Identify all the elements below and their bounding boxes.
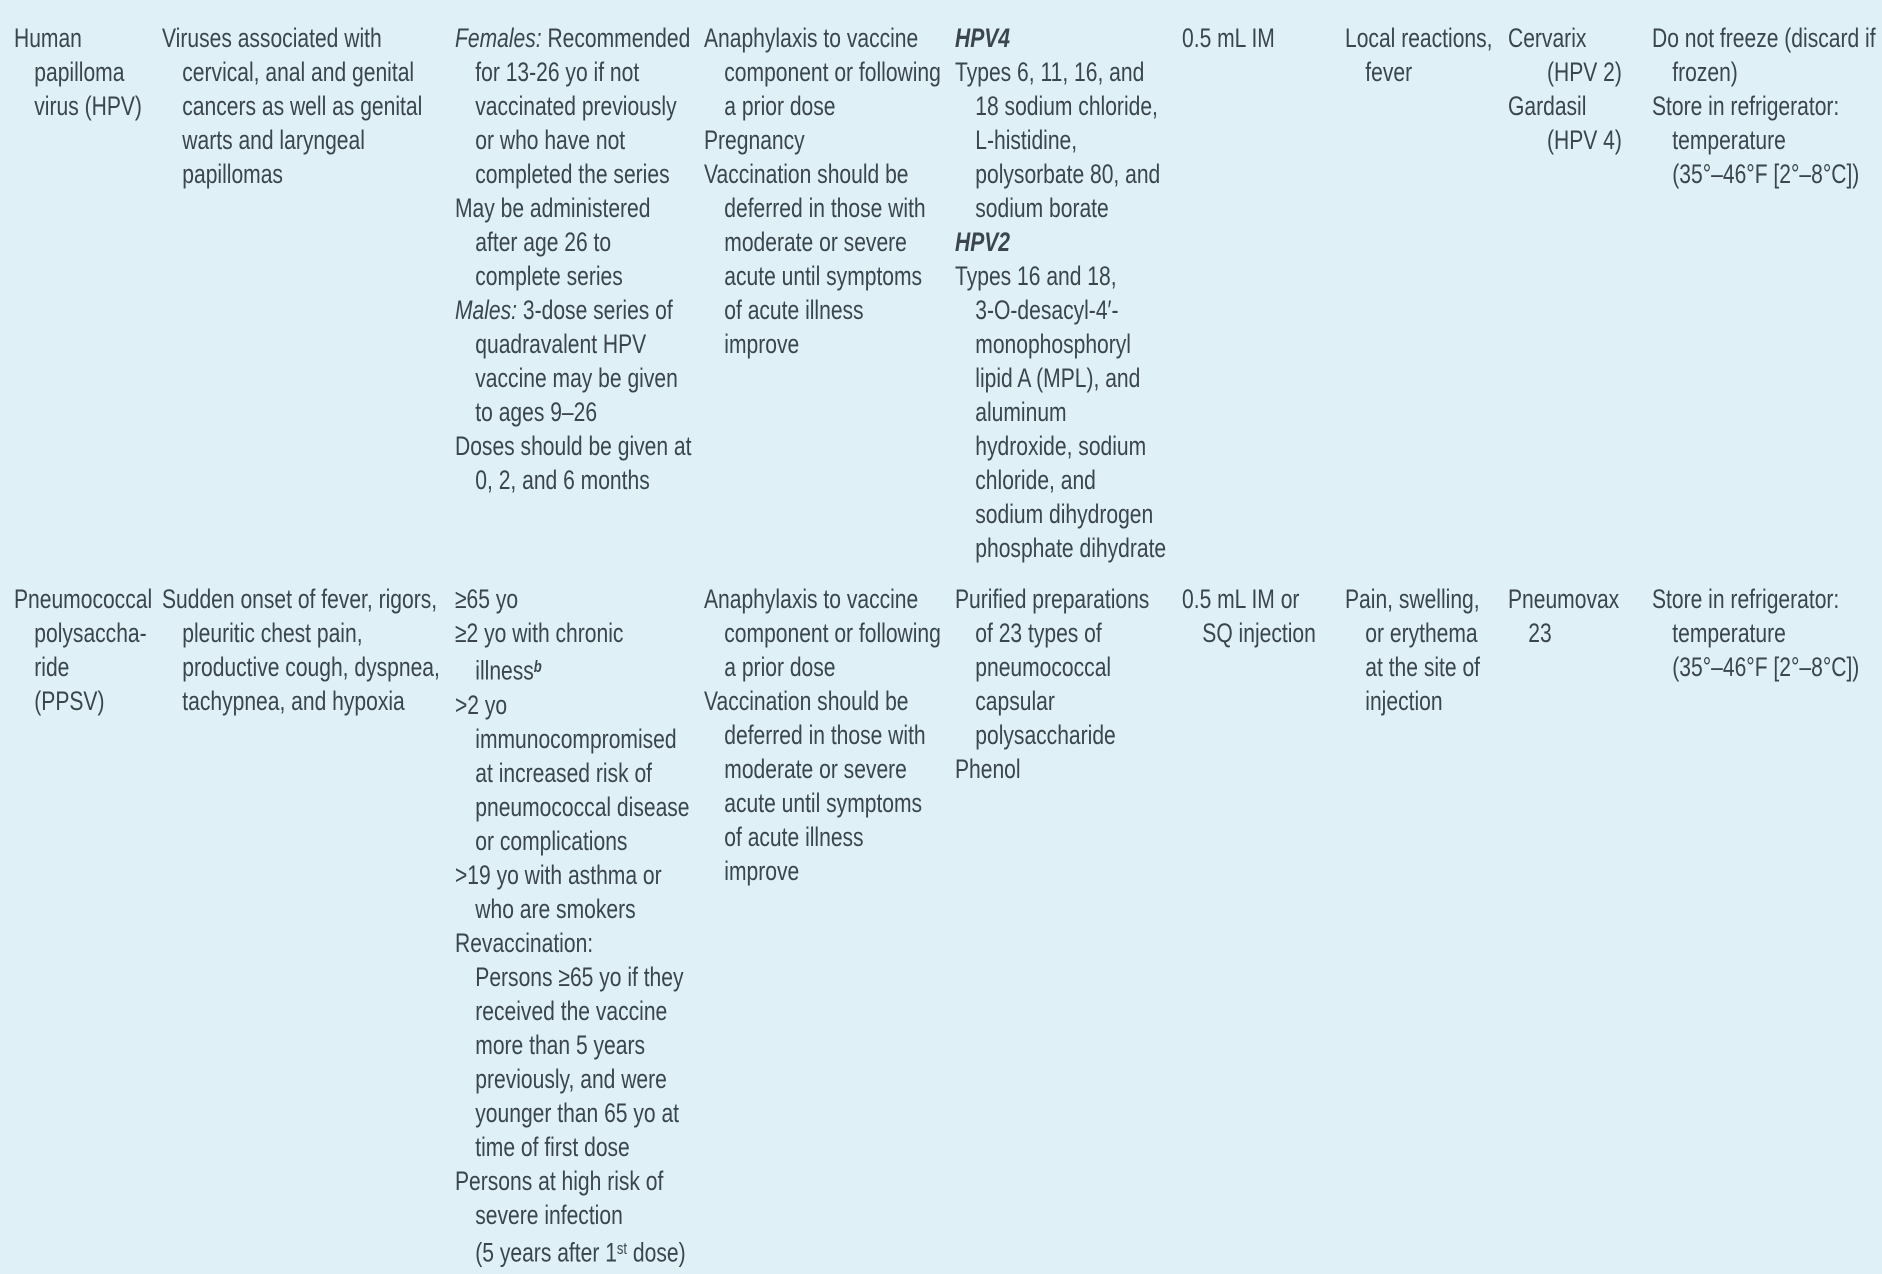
cell-content [1652,21,1882,191]
text-segment: Store in refrigerator: [1652,91,1840,121]
paragraph [955,55,1345,225]
text-segment: Do not freeze (discard if [1652,23,1876,53]
text-segment: HPV2 [955,227,1011,257]
text-segment: Persons at high risk of [455,1165,664,1196]
paragraph [1652,21,1882,89]
text-segment: Revaccination: [455,927,594,958]
text-segment: improve [724,329,800,359]
paragraph [1652,582,1882,684]
text-segment: complete series [475,261,623,291]
text-segment: vaccine may be given [475,363,678,393]
text-segment: Store in refrigerator: [1652,584,1840,614]
text-segment: monophosphoryl [975,329,1131,359]
text-segment: deferred in those with [724,720,926,750]
paragraph [455,960,845,1164]
text-segment: a prior dose [724,91,836,121]
text-segment: Sudden onset of fever, rigors, [162,584,438,614]
text-segment: Local reactions, [1345,23,1493,53]
text-segment: pneumococcal disease [475,791,690,822]
paragraph [955,752,1345,786]
text-segment: immunocompromised [475,723,677,754]
text-segment: Pregnancy [704,125,805,155]
text-segment: cervical, anal and genital [182,57,415,87]
text-segment: of acute illness [724,295,864,325]
text-segment: Pneumovax [1508,584,1620,614]
text-segment: HPV4 [955,23,1011,53]
text-segment: polysaccharide [975,720,1116,750]
text-segment: polysorbate 80, and [975,159,1161,189]
text-segment: injection [1365,686,1443,716]
text-segment: (HPV 4) [1547,125,1622,155]
text-segment: ≥2 yo with chronic [455,618,624,648]
text-segment: Pneumococcal [14,584,153,614]
cell-hpv-components [955,21,1455,565]
text-segment: lipid A (MPL), and [975,363,1141,393]
text-segment: of 23 types of [975,618,1102,648]
text-segment: deferred in those with [724,193,926,223]
text-segment: productive cough, dyspnea, [182,652,440,682]
text-segment: Females: [455,23,542,53]
text-segment: Pain, swelling, [1345,584,1480,614]
text-segment: (35°–46°F [2°–8°C]) [1672,159,1860,189]
text-segment: acute until symptoms [724,788,923,818]
text-segment: virus (HPV) [34,91,142,121]
text-segment: completed the series [475,159,670,189]
text-segment: of acute illness [724,822,864,852]
text-segment: younger than 65 yo at [475,1097,680,1128]
text-segment: at the site of [1365,652,1481,682]
cell-hpv-storage [1652,21,1882,191]
text-segment: cancers as well as genital [182,91,423,121]
text-segment: ride [34,652,70,682]
text-segment: at increased risk of [475,757,653,788]
text-segment: moderate or severe [724,754,907,784]
text-segment: a prior dose [724,652,836,682]
text-segment: pneumococcal [975,652,1112,682]
text-segment: Human [14,23,82,53]
text-segment: >19 yo with asthma or [455,859,662,890]
text-segment: 0, 2, and 6 months [475,465,650,495]
text-segment: sodium borate [975,193,1109,223]
text-segment: component or following [724,57,941,87]
text-segment: Persons ≥65 yo if they [475,961,684,992]
text-segment: 3-dose series of [517,295,673,325]
text-segment: 23 [1528,618,1552,648]
text-segment: 18 sodium chloride, [975,91,1158,121]
text-segment: Gardasil [1508,91,1587,121]
text-segment: May be administered [455,193,651,223]
text-segment: vaccinated previously [475,91,677,121]
text-segment: Purified preparations [955,584,1150,614]
paragraph [455,429,845,497]
text-segment: for 13-26 yo if not [475,57,640,87]
cell-ppsv-storage [1652,582,1882,684]
text-segment: Anaphylaxis to vaccine [704,23,919,53]
text-segment: tachypnea, and hypoxia [182,686,405,716]
text-segment: Types 6, 11, 16, and [955,57,1145,87]
text-segment: (35°–46°F [2°–8°C]) [1672,652,1860,682]
text-segment: acute until symptoms [724,261,923,291]
text-segment: polysaccha- [34,618,147,648]
text-segment: Recommended [541,23,691,53]
text-segment: sodium dihydrogen [975,499,1154,529]
text-segment: Vaccination should be [704,686,909,716]
text-segment: temperature [1672,618,1786,648]
text-segment: quadravalent HPV [475,329,647,359]
text-segment: >2 yo [455,689,508,720]
text-segment: st [616,1238,628,1258]
cell-content [955,21,1345,565]
text-segment: Anaphylaxis to vaccine [704,584,919,614]
text-segment: papilloma [34,57,125,87]
text-segment: or complications [475,825,628,856]
paragraph [1652,89,1882,191]
text-segment: b [533,657,542,676]
text-segment: 0.5 mL IM [1182,23,1275,53]
text-segment: time of first dose [475,1131,630,1162]
text-segment: Males: [455,295,518,325]
text-segment: component or following [724,618,941,648]
text-segment: (5 years after 1 [475,1237,617,1268]
paragraph [455,926,845,960]
text-segment: fever [1365,57,1413,87]
text-segment: frozen) [1672,57,1738,87]
text-segment: to ages 9–26 [475,397,598,427]
paragraph [955,225,1345,259]
text-segment: pleuritic chest pain, [182,618,363,648]
cell-content [1652,582,1882,684]
text-segment: capsular [975,686,1055,716]
text-segment: Doses should be given at [455,431,692,461]
text-segment: or who have not [475,125,626,155]
text-segment: illness [475,655,534,686]
text-segment: Cervarix [1508,23,1587,53]
text-segment: or erythema [1365,618,1478,648]
text-segment: SQ injection [1202,618,1316,648]
text-segment: temperature [1672,125,1786,155]
text-segment: dose) [627,1237,686,1268]
text-segment: (HPV 2) [1547,57,1622,87]
text-segment: received the vaccine [475,995,668,1026]
text-segment: Viruses associated with [162,23,382,53]
paragraph [455,1164,845,1270]
text-segment: 3-O-desacyl-4′- [975,295,1119,325]
text-segment: warts and laryngeal [182,125,365,155]
text-segment: L-histidine, [975,125,1078,155]
text-segment: after age 26 to [475,227,612,257]
text-segment: hydroxide, sodium [975,431,1147,461]
text-segment: improve [724,856,800,886]
paragraph [955,259,1345,565]
text-segment: 0.5 mL IM or [1182,584,1300,614]
text-segment: Phenol [955,754,1021,784]
text-segment: severe infection [475,1199,623,1230]
text-segment: moderate or severe [724,227,907,257]
text-segment: (PPSV) [34,686,105,716]
text-segment: previously, and were [475,1063,667,1094]
text-segment: more than 5 years [475,1029,646,1060]
text-segment: Types 16 and 18, [955,261,1117,291]
text-segment: chloride, and [975,465,1096,495]
text-segment: aluminum [975,397,1067,427]
text-segment: who are smokers [475,893,636,924]
text-segment: ≥65 yo [455,584,519,614]
text-segment: papillomas [182,159,283,189]
text-segment: Vaccination should be [704,159,909,189]
text-segment: phosphate dihydrate [975,533,1167,563]
